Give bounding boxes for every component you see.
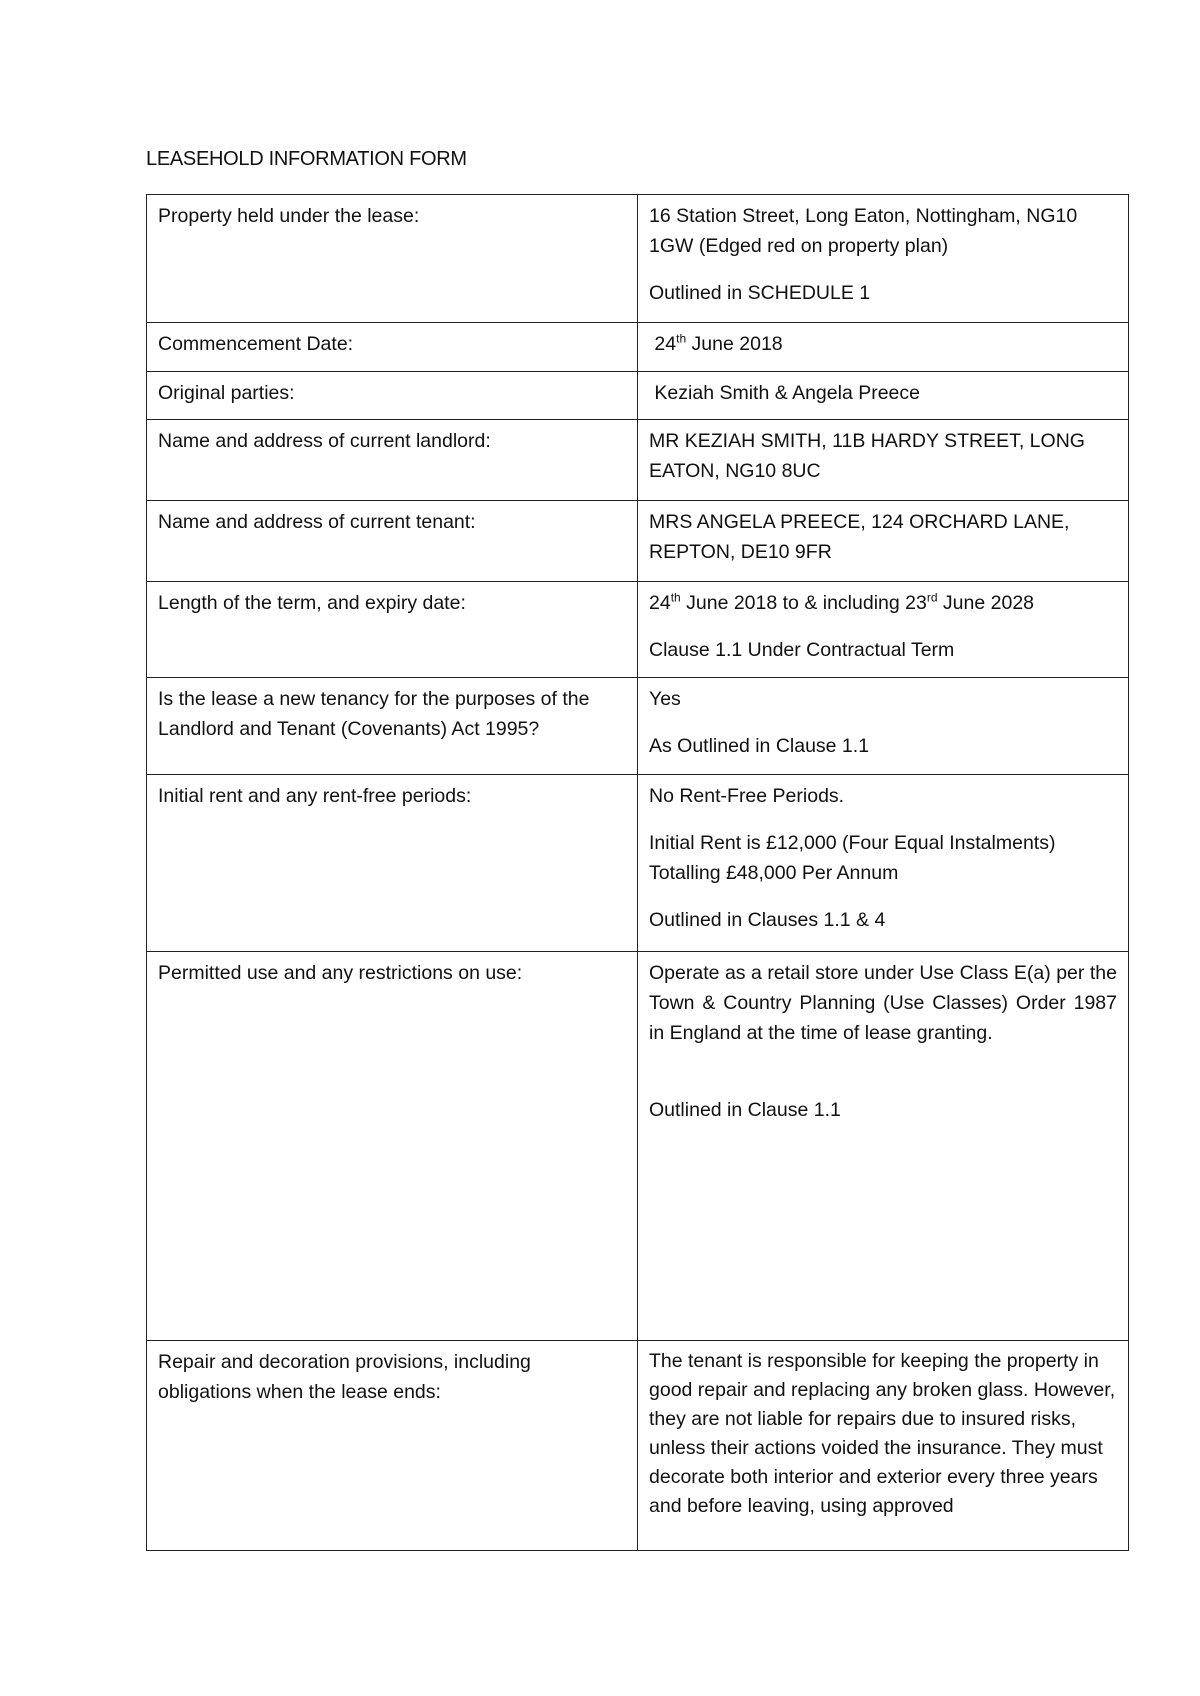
permitted-use-description: Operate as a retail store under Use Class E(a) per the Town & Country Planning (Use Classes) Order 1987 in England at the time of lease granting. [649,962,1117,1044]
property-schedule-ref: Outlined in SCHEDULE 1 [649,282,871,304]
row-label: Is the lease a new tenancy for the purposes of the Landlord and Tenant (Covenants) Act 1995? [147,678,638,775]
row-label: Name and address of current landlord: [147,420,638,501]
term-dates: 24th June 2018 to & including 23rd June 2028 [649,590,1035,614]
row-value [638,775,1129,952]
initial-rent-amount: Initial Rent is £12,000 (Four Equal Instalments) Totalling £48,000 Per Annum [649,832,1056,884]
row-value [638,952,1129,1341]
repair-decoration-description: The tenant is responsible for keeping the property in good repair and replacing any broken glass. However, they are not liable for repairs due to insured risks, unless their actions voided the insurance. They must decorate both interior and exterior every three years and before leaving, using approved [649,1350,1116,1517]
commencement-date: 24th June 2018 [654,331,783,355]
property-address: 16 Station Street, Long Eaton, Nottingham, NG10 1GW (Edged red on property plan) [649,205,1078,257]
row-value [638,323,1129,372]
table-row-new-tenancy [147,678,1129,775]
row-value [638,420,1129,501]
row-value [638,678,1129,775]
table-row-property [147,195,1129,323]
table-row-original-parties [147,372,1129,420]
permitted-use-clause-ref: Outlined in Clause 1.1 [649,1099,841,1121]
row-label: Initial rent and any rent-free periods: [147,775,638,952]
row-label: Permitted use and any restrictions on use: [147,952,638,1341]
table-row-current-tenant [147,501,1129,582]
table-row-term-length [147,582,1129,678]
tenant-details: MRS ANGELA PREECE, 124 ORCHARD LANE, REPTON, DE10 9FR [649,511,1070,563]
row-value [638,195,1129,323]
table-row-repair-decoration [147,1341,1129,1551]
row-value [638,372,1129,420]
new-tenancy-answer: Yes [649,688,681,710]
landlord-details: MR KEZIAH SMITH, 11B HARDY STREET, LONG EATON, NG10 8UC [649,430,1085,482]
original-parties: Keziah Smith & Angela Preece [654,382,920,404]
page-title: LEASEHOLD INFORMATION FORM [146,148,467,170]
row-label: Original parties: [147,372,638,420]
term-clause-ref: Clause 1.1 Under Contractual Term [649,639,955,661]
table-row-commencement-date [147,323,1129,372]
table-row-current-landlord [147,420,1129,501]
row-label: Length of the term, and expiry date: [147,582,638,678]
row-label: Repair and decoration provisions, including obligations when the lease ends: [147,1341,638,1551]
new-tenancy-clause-ref: As Outlined in Clause 1.1 [649,735,870,757]
row-value [638,582,1129,678]
rent-clause-ref: Outlined in Clauses 1.1 & 4 [649,909,886,931]
row-value [638,1341,1129,1551]
row-value [638,501,1129,582]
table-row-initial-rent [147,775,1129,952]
row-label: Property held under the lease: [147,195,638,323]
rent-free-periods: No Rent-Free Periods. [649,785,845,807]
row-label: Commencement Date: [147,323,638,372]
table-row-permitted-use [147,952,1129,1341]
lease-information-table [146,194,1129,1551]
row-label: Name and address of current tenant: [147,501,638,582]
